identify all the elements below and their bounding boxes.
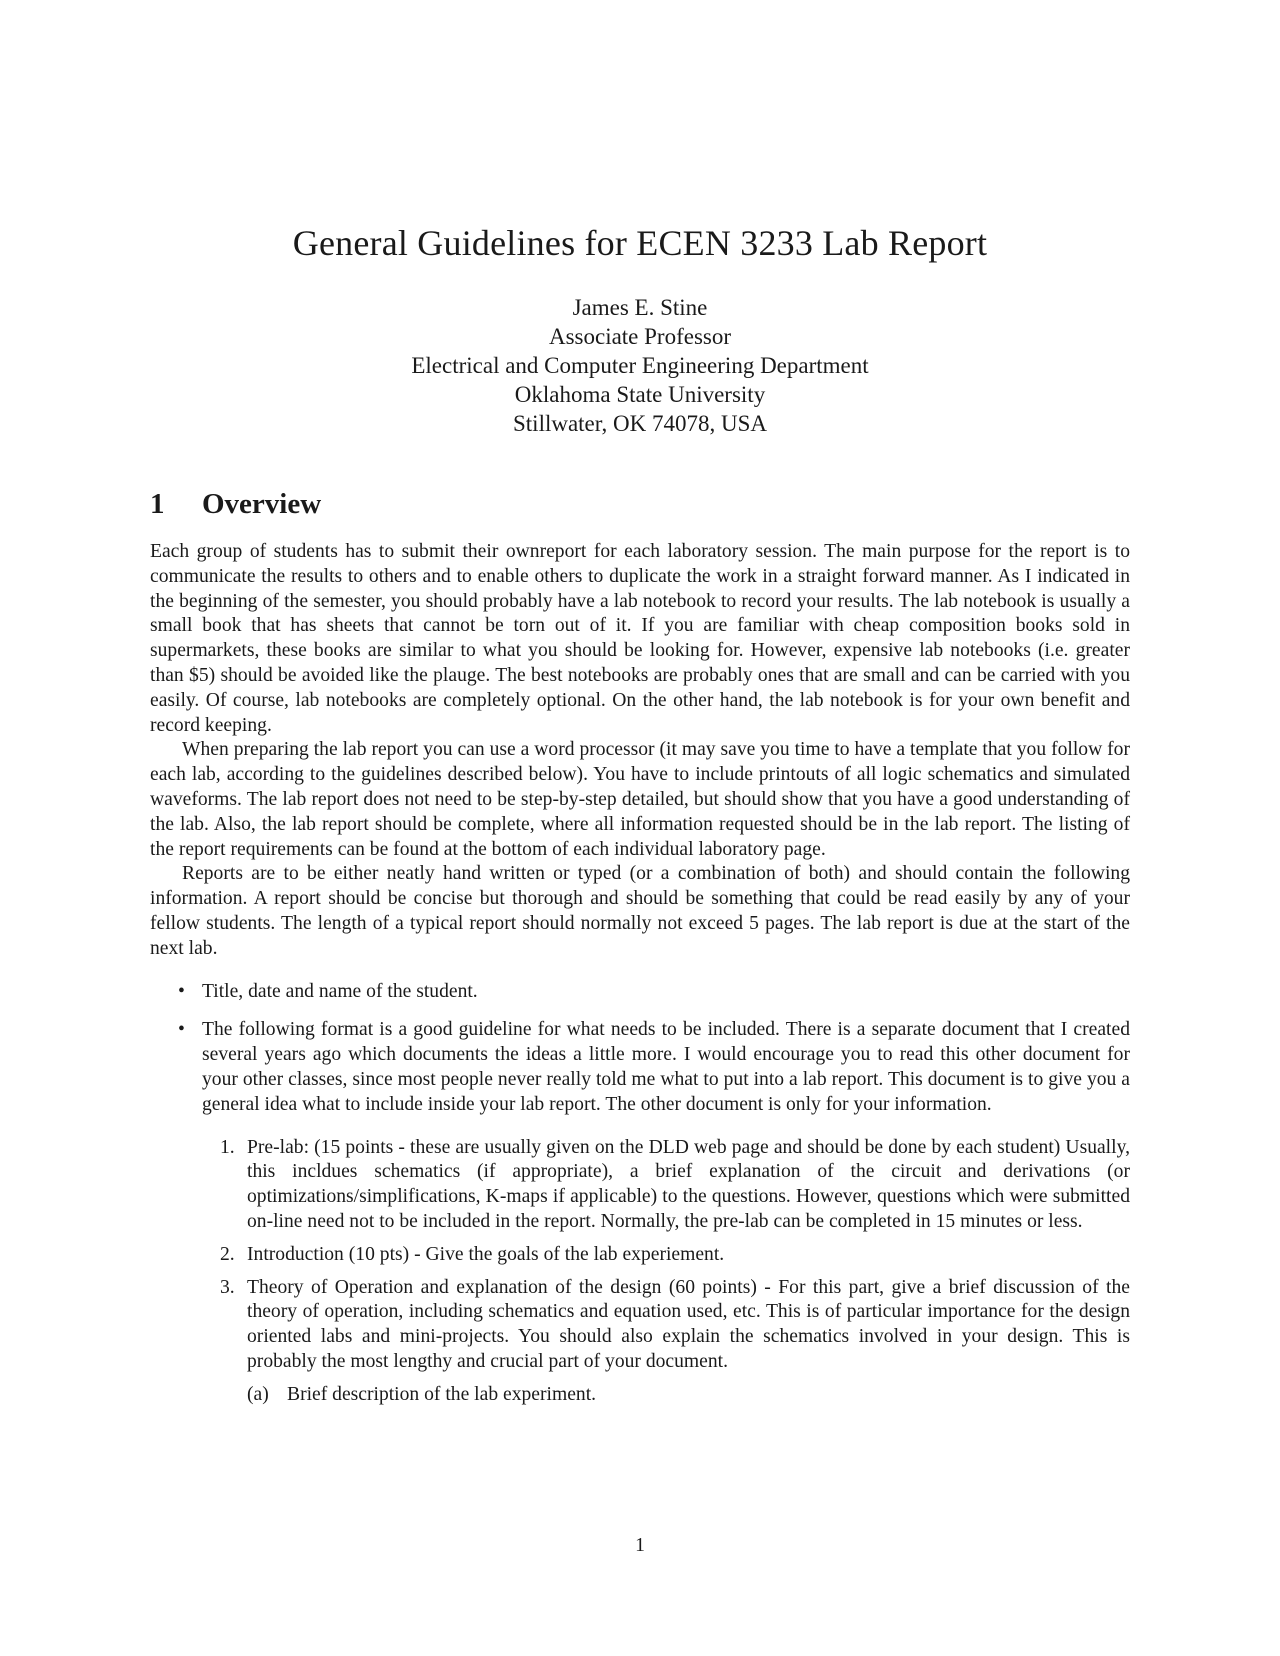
bullet-item [150, 1018, 1130, 1407]
author-block [150, 293, 1130, 438]
enumerated-item [150, 1243, 1130, 1268]
sub-list [247, 1383, 1130, 1408]
author-name: James E. Stine [572, 295, 708, 320]
bullet-list [150, 980, 1130, 1408]
paragraph: When preparing the lab report you can use a word processor (it may save you time to have a template that you follow for each lab, according to the guidelines described below). You have to include printouts of all logic schematics and simulated waveforms. The lab report does not need to be step-by-step detailed, but should show that you have a good understanding of the lab. Also, the lab report should be complete, where all information requested should be in the lab report. The listing of the report requirements can be found at the bottom of each individual laboratory page. [150, 739, 1130, 860]
document-body [150, 540, 1130, 1422]
enumerated-list [150, 1136, 1130, 1408]
sub-item-label: (a) [247, 1383, 269, 1405]
bullet-text: The following format is a good guideline for what needs to be included. There is a separate document that I created several years ago which documents the ideas a little more. I would encourage you to read this other document for your other classes, since most people never really told me what to put into a lab report. This document is to give you a general idea what to include inside your lab report. The other document is only for your information. [202, 1019, 1130, 1115]
author-address: Stillwater, OK 74078, USA [513, 411, 767, 436]
paragraph: Reports are to be either neatly hand written or typed (or a combination of both) and should contain the following information. A report should be concise but thorough and should be something that could be read easily by any of your fellow students. The length of a typical report should normally not exceed 5 pages. The lab report is due at the start of the next lab. [150, 863, 1130, 959]
author-position: Associate Professor [548, 324, 732, 349]
section-title: Overview [202, 488, 322, 520]
enumerated-item [150, 1136, 1130, 1235]
enumerated-number: 1. [220, 1136, 235, 1158]
paragraph: Each group of students has to submit their ownreport for each laboratory session. The main purpose for the report is to communicate the results to others and to enable others to duplicate the work in a straight forward manner. As I indicated in the beginning of the semester, you should probably have a lab notebook to record your results. The lab notebook is usually a small book that has sheets that cannot be torn out of it. If you are familiar with cheap composition books sold in supermarkets, these books are similar to what you should be looking for. However, expensive lab notebooks (i.e. greater than $5) should be avoided like the plauge. The best notebooks are probably ones that are small and can be carried with you easily. Of course, lab notebooks are completely optional. On the other hand, the lab notebook is for your own benefit and record keeping. [150, 541, 1130, 736]
bullet-marker: • [178, 980, 185, 1002]
page-number: 1 [635, 1535, 645, 1556]
section-number: 1 [150, 488, 165, 520]
enumerated-number: 3. [220, 1276, 235, 1298]
bullet-item [150, 980, 1130, 1005]
document-title: General Guidelines for ECEN 3233 Lab Report [292, 223, 988, 263]
author-university: Oklahoma State University [514, 382, 766, 407]
author-department: Electrical and Computer Engineering Department [411, 353, 869, 378]
enumerated-number: 2. [220, 1243, 235, 1265]
enumerated-text: Theory of Operation and explanation of the design (60 points) - For this part, give a brief discussion of the theory of operation, including schematics and equation used, etc. This is of particular importance for the design oriented labs and mini-projects. You should also explain the schematics involved in your design. This is probably the most lengthy and crucial part of your document. [247, 1276, 1130, 1372]
enumerated-item [150, 1276, 1130, 1408]
sub-item-text: Brief description of the lab experiment. [287, 1383, 597, 1405]
bullet-marker: • [178, 1019, 185, 1041]
enumerated-text: Introduction (10 pts) - Give the goals of the lab experiement. [247, 1243, 725, 1265]
bullet-text: Title, date and name of the student. [202, 980, 478, 1002]
sub-item [150, 1383, 1130, 1408]
section-heading [150, 488, 321, 521]
enumerated-text: Pre-lab: (15 points - these are usually given on the DLD web page and should be done by each student) Usually, this incldues schematics (if appropriate), a brief explanation of the circuit and derivations (or optimizations/simplifications, K-maps if applicable) to the questions. However, questions which were submitted on-line need not to be included in the report. Normally, the pre-lab can be completed in 15 minutes or less. [247, 1136, 1130, 1232]
